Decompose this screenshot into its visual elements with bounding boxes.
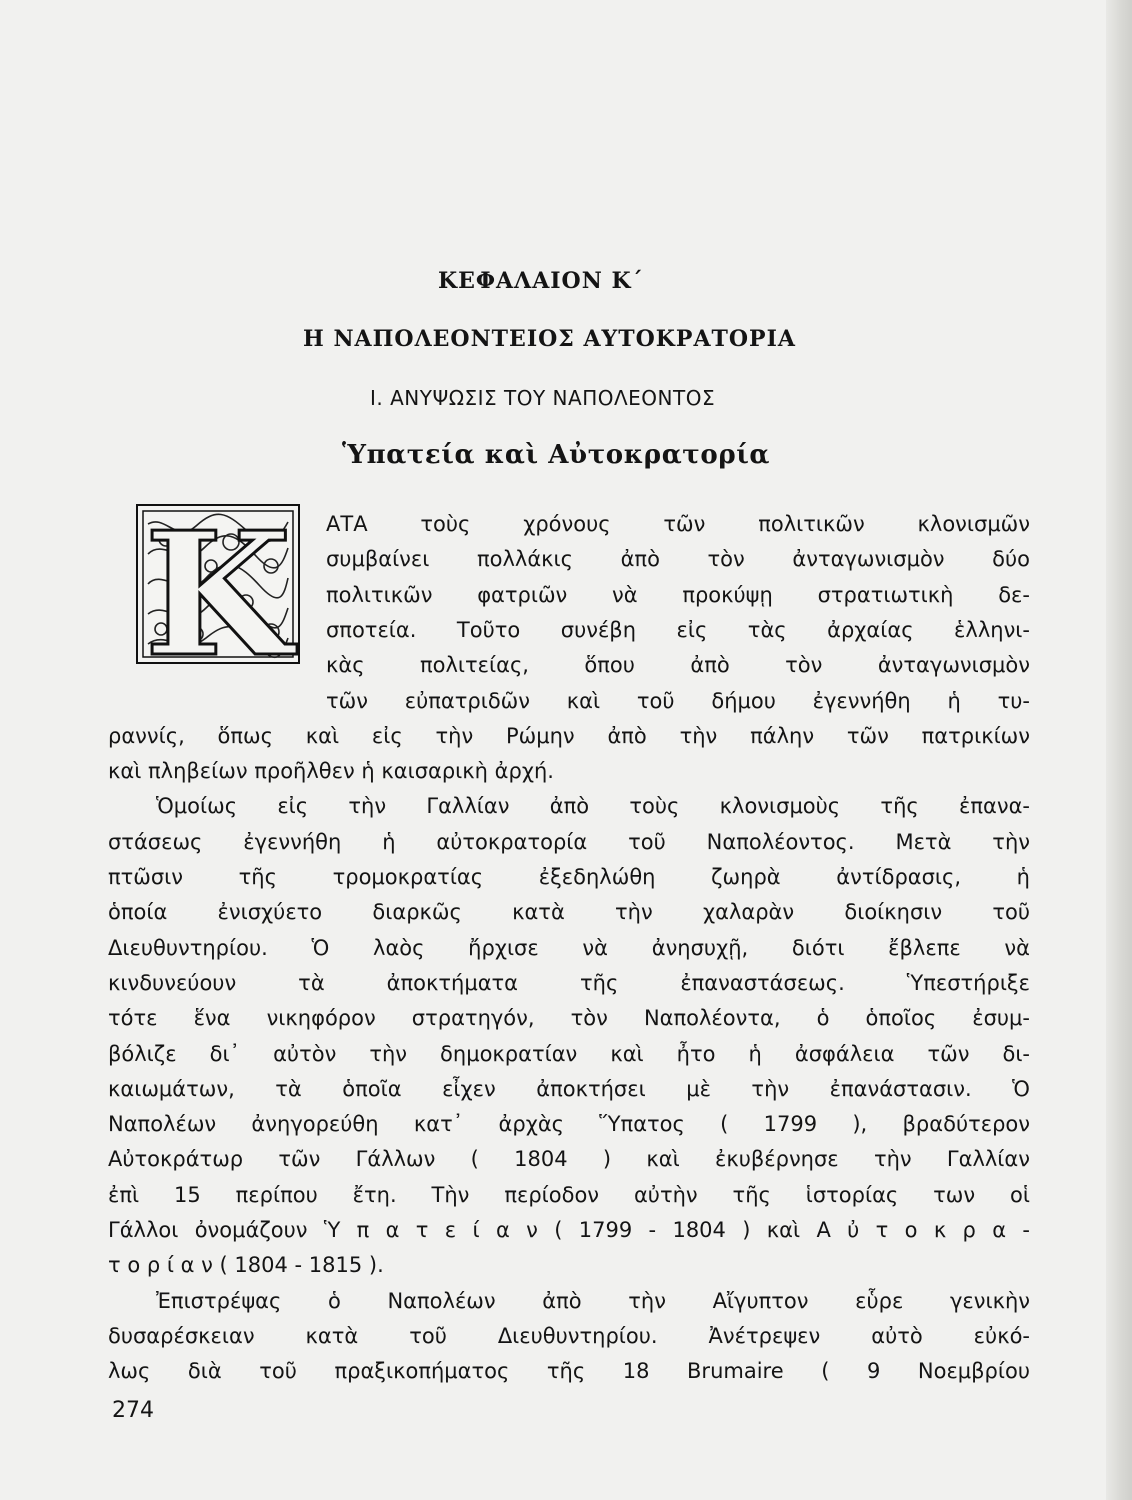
text-line: Διευθυντηρίου. Ὁ λαὸς ἤρχισε νὰ ἀνησυχῇ, διότι ἔβλεπε νὰ xyxy=(108,935,1030,960)
text-line: ἐπὶ 15 περίπου ἔτη. Τὴν περίοδον αὐτὴν τῆς ἱστορίας των οἱ xyxy=(108,1182,1030,1207)
text-line: πτῶσιν τῆς τρομοκρατίας ἐξεδηλώθη ζωηρὰ ἀντίδρασις, ἡ xyxy=(108,865,1030,889)
text-line: Ἐπιστρέψας ὁ Ναπολέων ἀπὸ τὴν Αἴγυπτον εὗρε γενικὴν xyxy=(156,1288,1030,1313)
text-line: τότε ἕνα νικηφόρον στρατηγόν, τὸν Ναπολέοντα, ὁ ὁποῖος ἐσυμ- xyxy=(108,1006,1030,1031)
chapter-label: ΚΕΦΑΛΑΙΟΝ Κ΄ xyxy=(438,268,644,294)
text-line: καιωμάτων, τὰ ὁποῖα εἶχεν ἀποκτήσει μὲ τὴν ἐπανάστασιν. Ὁ xyxy=(108,1076,1030,1101)
text-line: τῶν εὐπατριδῶν καὶ τοῦ δήμου ἐγεννήθη ἡ τυ- xyxy=(326,688,1030,713)
text-line: ραννίς, ὅπως καὶ εἰς τὴν Ρώμην ἀπὸ τὴν πάλην τῶν πατρικίων xyxy=(108,723,1030,748)
text-line: Ναπολέων ἀνηγορεύθη κατ᾿ ἀρχὰς Ὕπατος ( 1799 ), βραδύτερον xyxy=(108,1112,1030,1137)
text-line: κινδυνεύουν τὰ ἀποκτήματα τῆς ἐπαναστάσεως. Ὑπεστήριξε xyxy=(108,970,1030,995)
text-line: σποτεία. Τοῦτο συνέβη εἰς τὰς ἀρχαίας ἑλληνι- xyxy=(326,617,1030,642)
text-line: δυσαρέσκειαν κατὰ τοῦ Διευθυντηρίου. Ἀνέτρεψεν αὐτὸ εὐκό- xyxy=(108,1323,1030,1348)
text-line: ΑΤΑ τοὺς χρόνους τῶν πολιτικῶν κλονισμῶν xyxy=(326,512,1030,536)
text-line: κὰς πολιτείας, ὅπου ἀπὸ τὸν ἀνταγωνισμὸν xyxy=(326,653,1030,678)
text-line: βόλιζε δι᾿ αὐτὸν τὴν δημοκρατίαν καὶ ἦτο ἡ ἀσφάλεια τῶν δι- xyxy=(108,1041,1030,1066)
chapter-title: Η ΝΑΠΟΛΕΟΝΤΕΙΟΣ ΑΥΤΟΚΡΑΤΟΡΙΑ xyxy=(303,326,796,352)
text-line: ὁποία ἐνισχύετο διαρκῶς κατὰ τὴν χαλαρὰν διοίκησιν τοῦ xyxy=(108,900,1030,925)
text-line: Αὐτοκράτωρ τῶν Γάλλων ( 1804 ) καὶ ἐκυβέρνησε τὴν Γαλλίαν xyxy=(108,1147,1030,1172)
page-edge xyxy=(1106,0,1132,1500)
text-line: τ ο ρ ί α ν ( 1804 - 1815 ). xyxy=(108,1253,384,1278)
subsection-heading: Ὑπατεία καὶ Αὐτοκρατορία xyxy=(342,440,771,470)
text-line: καὶ πληβείων προῆλθεν ἡ καισαρικὴ ἀρχή. xyxy=(108,759,554,784)
drop-cap-letter: Κ xyxy=(144,504,292,664)
section-heading: Ι. ΑΝΥΨΩΣΙΣ ΤΟΥ ΝΑΠΟΛΕΟΝΤΟΣ xyxy=(370,386,716,410)
text-line: Ὁμοίως εἰς τὴν Γαλλίαν ἀπὸ τοὺς κλονισμοὺς τῆς ἐπανα- xyxy=(156,794,1030,819)
text-line: συμβαίνει πολλάκις ἀπὸ τὸν ἀνταγωνισμὸν δύο xyxy=(326,547,1030,572)
page-number: 274 xyxy=(112,1398,154,1423)
text-line: πολιτικῶν φατριῶν νὰ προκύψῃ στρατιωτικὴ δε- xyxy=(326,582,1030,607)
text-line: λως διὰ τοῦ πραξικοπήματος τῆς 18 Brumaire ( 9 Νοεμβρίου xyxy=(108,1359,1030,1384)
drop-cap-ornament xyxy=(136,504,300,664)
text-line: Γάλλοι ὀνομάζουν Ὑ π α τ ε ί α ν ( 1799 - 1804 ) καὶ Α ὐ τ ο κ ρ α - xyxy=(108,1218,1030,1242)
text-line: στάσεως ἐγεννήθη ἡ αὐτοκρατορία τοῦ Ναπολέοντος. Μετὰ τὴν xyxy=(108,829,1030,854)
